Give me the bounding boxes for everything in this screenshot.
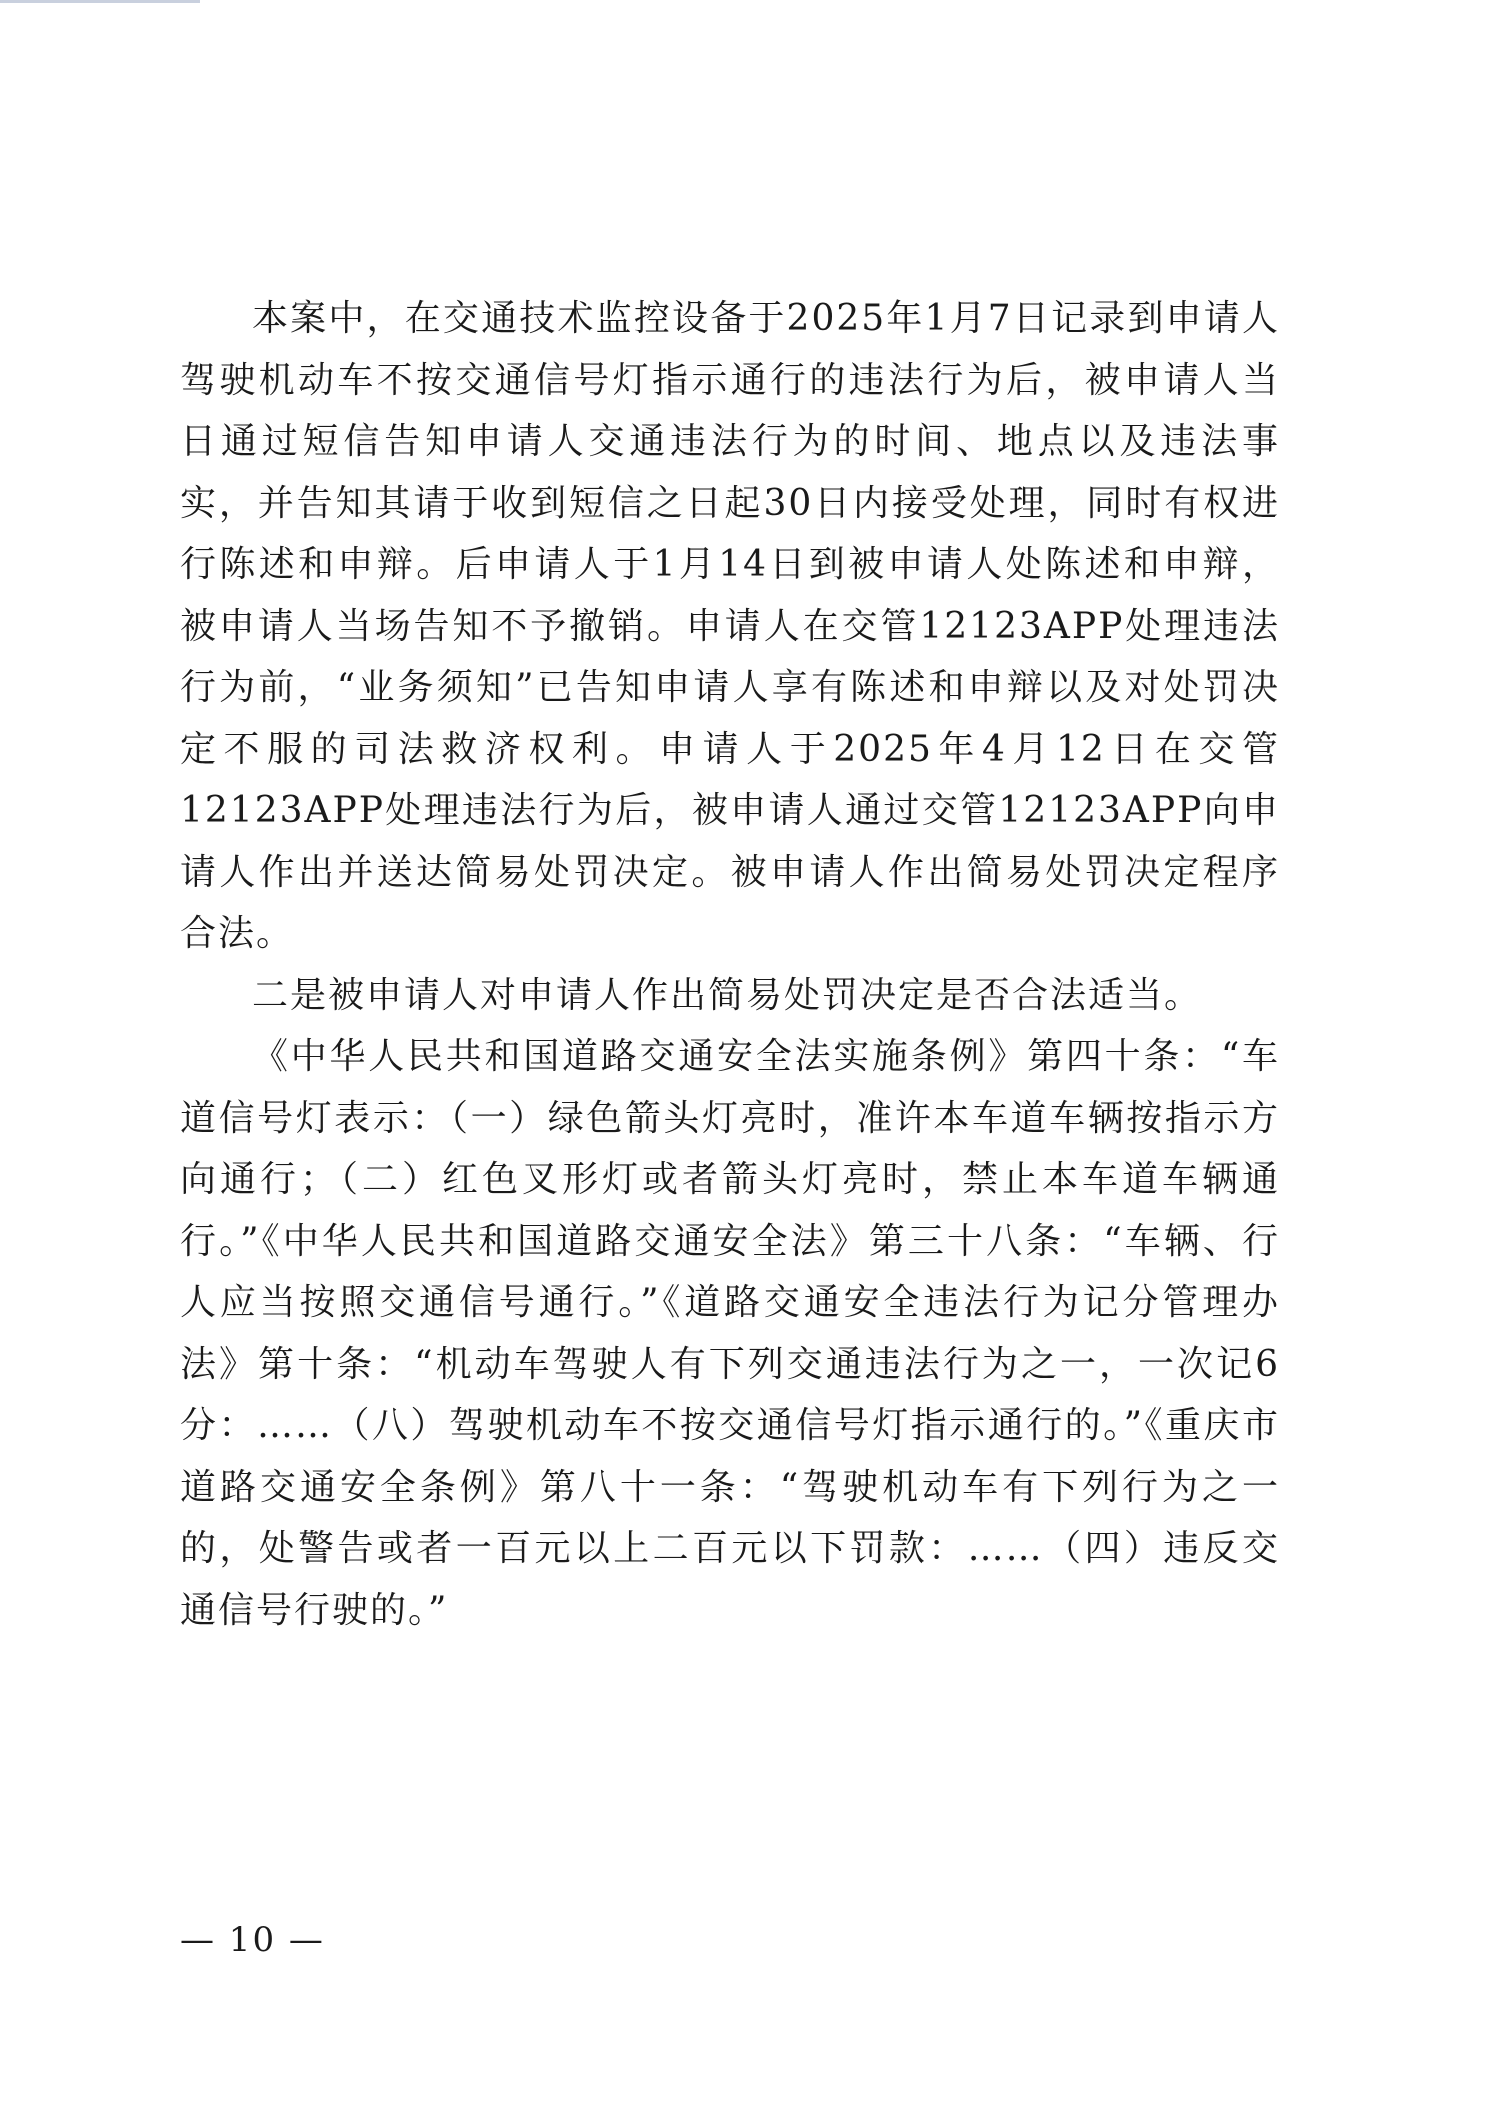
paragraph-case-procedure: 本案中，在交通技术监控设备于2025年1月7日记录到申请人驾驶机动车不按交通信号灯指示通行的违法行为后，被申请人当日通过短信告知申请人交通违法行为的时间、地点以及违法事实，并告知其请于收到短信之日起30日内接受处理，同时有权进行陈述和申辩。后申请人于1月14日到被申请人处陈述和申辩，被申请人当场告知不予撤销。申请人在交管12123APP处理违法行为前，“业务须知”已告知申请人享有陈述和申辩以及对处罚决定不服的司法救济权利。申请人于2025年4月12日在交管12123APP处理违法行为后，被申请人通过交管12123APP向申请人作出并送达简易处罚决定。被申请人作出简易处罚决定程序合法。 bbox=[180, 298, 1280, 954]
page-number: — 10 — bbox=[180, 1920, 325, 1960]
paragraph-issue-heading: 二是被申请人对申请人作出简易处罚决定是否合法适当。 bbox=[252, 974, 1203, 1016]
paragraph-legal-provisions: 《中华人民共和国道路交通安全法实施条例》第四十条：“车道信号灯表示：（一）绿色箭头灯亮时，准许本车道车辆按指示方向通行；（二）红色叉形灯或者箭头灯亮时，禁止本车道车辆通行。”《中华人民共和国道路交通安全法》第三十八条：“车辆、行人应当按照交通信号通行。”《道路交通安全违法行为记分管理办法》第十条：“机动车驾驶人有下列交通违法行为之一，一次记6分：……（八）驾驶机动车不按交通信号灯指示通行的。”《重庆市道路交通安全条例》第八十一条：“驾驶机动车有下列行为之一的，处警告或者一百元以上二百元以下罚款：……（四）违反交通信号行驶的。” bbox=[180, 1036, 1280, 1631]
document-body bbox=[180, 288, 1280, 1641]
scan-edge-mark bbox=[0, 0, 200, 3]
